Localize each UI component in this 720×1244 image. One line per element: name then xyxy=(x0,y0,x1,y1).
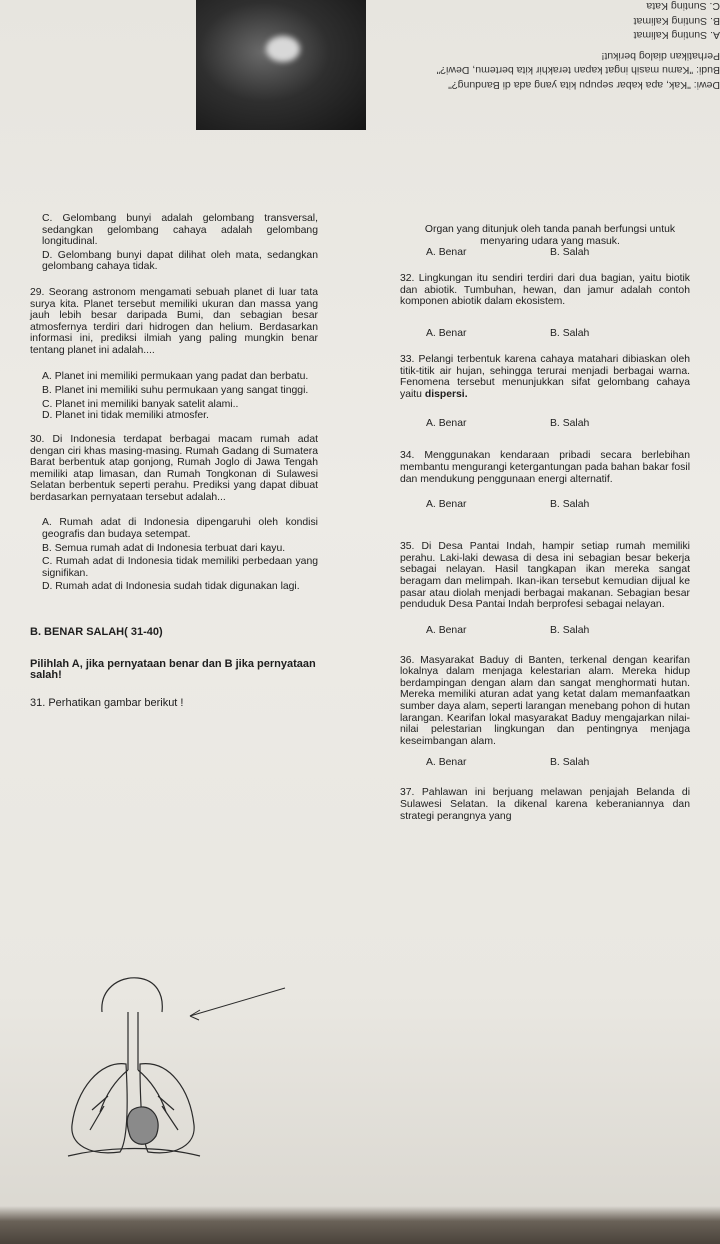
q32-answer-options xyxy=(400,328,690,340)
q30-option-a: A. Rumah adat di Indonesia dipengaruhi oleh kondisi geografis dan budaya setempat. xyxy=(42,517,318,541)
q29-option-b: B. Planet ini memiliki suhu permukaan yang sangat tinggi. xyxy=(42,385,309,397)
right-column xyxy=(400,224,690,822)
section-title: B. BENAR SALAH( 31-40) xyxy=(30,626,163,639)
flipped-line: A. Sunting Kalimat xyxy=(633,29,720,42)
q28-option-d: D. Gelombang bunyi dapat dilihat oleh mata, sedangkan gelombang cahaya tidak. xyxy=(42,249,318,273)
q29-option-d: D. Planet ini tidak memiliki atmosfer. xyxy=(42,410,209,422)
q28-option-c: C. Gelombang bunyi adalah gelombang transversal, sedangkan gelombang cahaya adalah gelombang longitudinal. xyxy=(42,213,318,248)
flipped-line: Perhatikan dialog berikut! xyxy=(601,50,720,62)
flipped-line: Budi: "Kamu masih ingat kapan terakhir kita bertemu, Dewi?" xyxy=(436,64,720,77)
q29-option-a: A. Planet ini memiliki permukaan yang padat dan berbatu. xyxy=(42,370,309,382)
lungs-diagram xyxy=(40,960,320,1160)
page-bottom-edge xyxy=(0,1206,720,1244)
arrow-line xyxy=(190,988,285,1016)
q33-stem-text: 33. Pelangi terbentuk karena cahaya matahari dibiaskan oleh titik-titik air hujan, sehingga terurai menjadi berbagai warna. Fenomena tersebut menunjukkan sifat gelombang cahaya yaitu xyxy=(400,353,690,400)
q37-question: 37. Pahlawan ini berjuang melawan penjajah Belanda di Sulawesi Selatan. Ia dikenal karena keberaniannya dan strategi perangnya yang xyxy=(400,787,690,822)
q34-salah[interactable]: B. Salah xyxy=(550,499,590,511)
q35-salah[interactable]: B. Salah xyxy=(550,624,590,636)
q33-benar[interactable]: A. Benar xyxy=(426,418,467,430)
q32-benar[interactable]: A. Benar xyxy=(426,327,467,339)
flipped-page-text xyxy=(370,0,720,210)
q31-benar[interactable]: A. Benar xyxy=(426,247,467,259)
q33-keyword: dispersi. xyxy=(424,388,468,400)
q31-statement: Organ yang ditunjuk oleh tanda panah berfungsi untuk menyaring udara yang masuk. xyxy=(424,224,676,247)
trachea xyxy=(128,1012,138,1070)
q32-salah[interactable]: B. Salah xyxy=(550,327,590,339)
q29-option-c: C. Planet ini memiliki banyak satelit alami.. xyxy=(42,398,239,410)
q36-answer-options xyxy=(400,757,690,769)
instructions: Pilihlah A, jika pernyataan benar dan B jika pernyataan salah! xyxy=(30,657,316,682)
q35-question: 35. Di Desa Pantai Indah, hampir setiap rumah memiliki perahu. Laki-laki dewasa di desa ini sebagian besar bekerja sebagai nelayan. Hasil tangkapan ikan mereka sangat beragam dan melimpah. Ikan-ikan tersebut kemudian dijual ke pasar atau diolah menjadi berbagai makanan. Sebagian besar penduduk Desa Pantai Indah berprofesi sebagai nelayan. xyxy=(400,541,690,611)
q33-answer-options xyxy=(400,418,690,430)
left-lung xyxy=(72,1064,127,1153)
flipped-line: C. Sunting Kata xyxy=(646,0,720,13)
q30-option-d: D. Rumah adat di Indonesia sudah tidak digunakan lagi. xyxy=(42,581,300,593)
q35-benar[interactable]: A. Benar xyxy=(426,624,467,636)
left-column xyxy=(30,213,318,709)
q30-question: 30. Di Indonesia terdapat berbagai macam rumah adat dengan ciri khas masing-masing. Rumah Gadang di Sumatera Barat berbentuk atap gonjong, Rumah Joglo di Jawa Tengah memiliki atap limasan, dan Rumah Tongkonan di Sulawesi Selatan berbentuk seperti perahu. Prediksi yang dapat dibuat berdasarkan pernyataan tersebut adalah... xyxy=(30,433,318,503)
head-outline xyxy=(102,978,162,1012)
top-photo-image xyxy=(196,0,366,130)
q31-question: 31. Perhatikan gambar berikut ! xyxy=(30,696,184,709)
q33-question xyxy=(400,354,690,400)
q36-salah[interactable]: B. Salah xyxy=(550,757,590,769)
flipped-line: Dewi: "Kak, apa kabar sepupu kita yang ada di Bandung?" xyxy=(448,79,720,91)
q36-question: 36. Masyarakat Baduy di Banten, terkenal dengan kearifan lokalnya dalam menjaga kelestarian alam. Mereka hidup berdampingan dengan alam dan sangat menghormati hutan. Mereka memiliki aturan adat yang ketat dalam memanfaatkan sumber daya alam, seperti larangan menebang pohon di hutan larangan. Kearifan lokal masyarakat Baduy mengajarkan nilai-nilai pelestarian lingkungan dan pentingnya menjaga keseimbangan alam. xyxy=(400,654,690,747)
flipped-line: B. Sunting Kalimat xyxy=(633,15,720,27)
photo-highlight xyxy=(266,36,300,62)
q30-option-b: B. Semua rumah adat di Indonesia terbuat dari kayu. xyxy=(42,542,286,554)
q31-answer-options xyxy=(400,247,690,259)
bronchi xyxy=(100,1070,166,1112)
heart xyxy=(127,1107,158,1144)
q33-salah[interactable]: B. Salah xyxy=(550,418,590,430)
q30-option-c: C. Rumah adat di Indonesia tidak memiliki perbedaan yang signifikan. xyxy=(42,556,318,579)
q34-answer-options xyxy=(400,499,690,511)
q36-benar[interactable]: A. Benar xyxy=(426,757,467,769)
q32-question: 32. Lingkungan itu sendiri terdiri dari dua bagian, yaitu biotik dan abiotik. Tumbuhan, hewan, dan jamur adalah contoh komponen abiotik dalam ekosistem. xyxy=(400,273,690,308)
q29-question: 29. Seorang astronom mengamati sebuah planet di luar tata surya kita. Planet tersebut memiliki ukuran dan massa yang jauh lebih besar daripada Bumi, dan sebagian besar atmosfernya terdiri dari hidrogen dan helium. Berdasarkan informasi ini, prediksi ilmiah yang paling mungkin benar tentang planet ini adalah.... xyxy=(30,286,318,356)
q34-question: 34. Menggunakan kendaraan pribadi secara berlebihan membantu mengurangi ketergantungan pada bahan bakar fosil dan mendukung penggunaan energi alternatif. xyxy=(400,450,690,485)
q34-benar[interactable]: A. Benar xyxy=(426,499,467,511)
q31-salah[interactable]: B. Salah xyxy=(550,247,590,259)
q35-answer-options xyxy=(400,625,690,637)
